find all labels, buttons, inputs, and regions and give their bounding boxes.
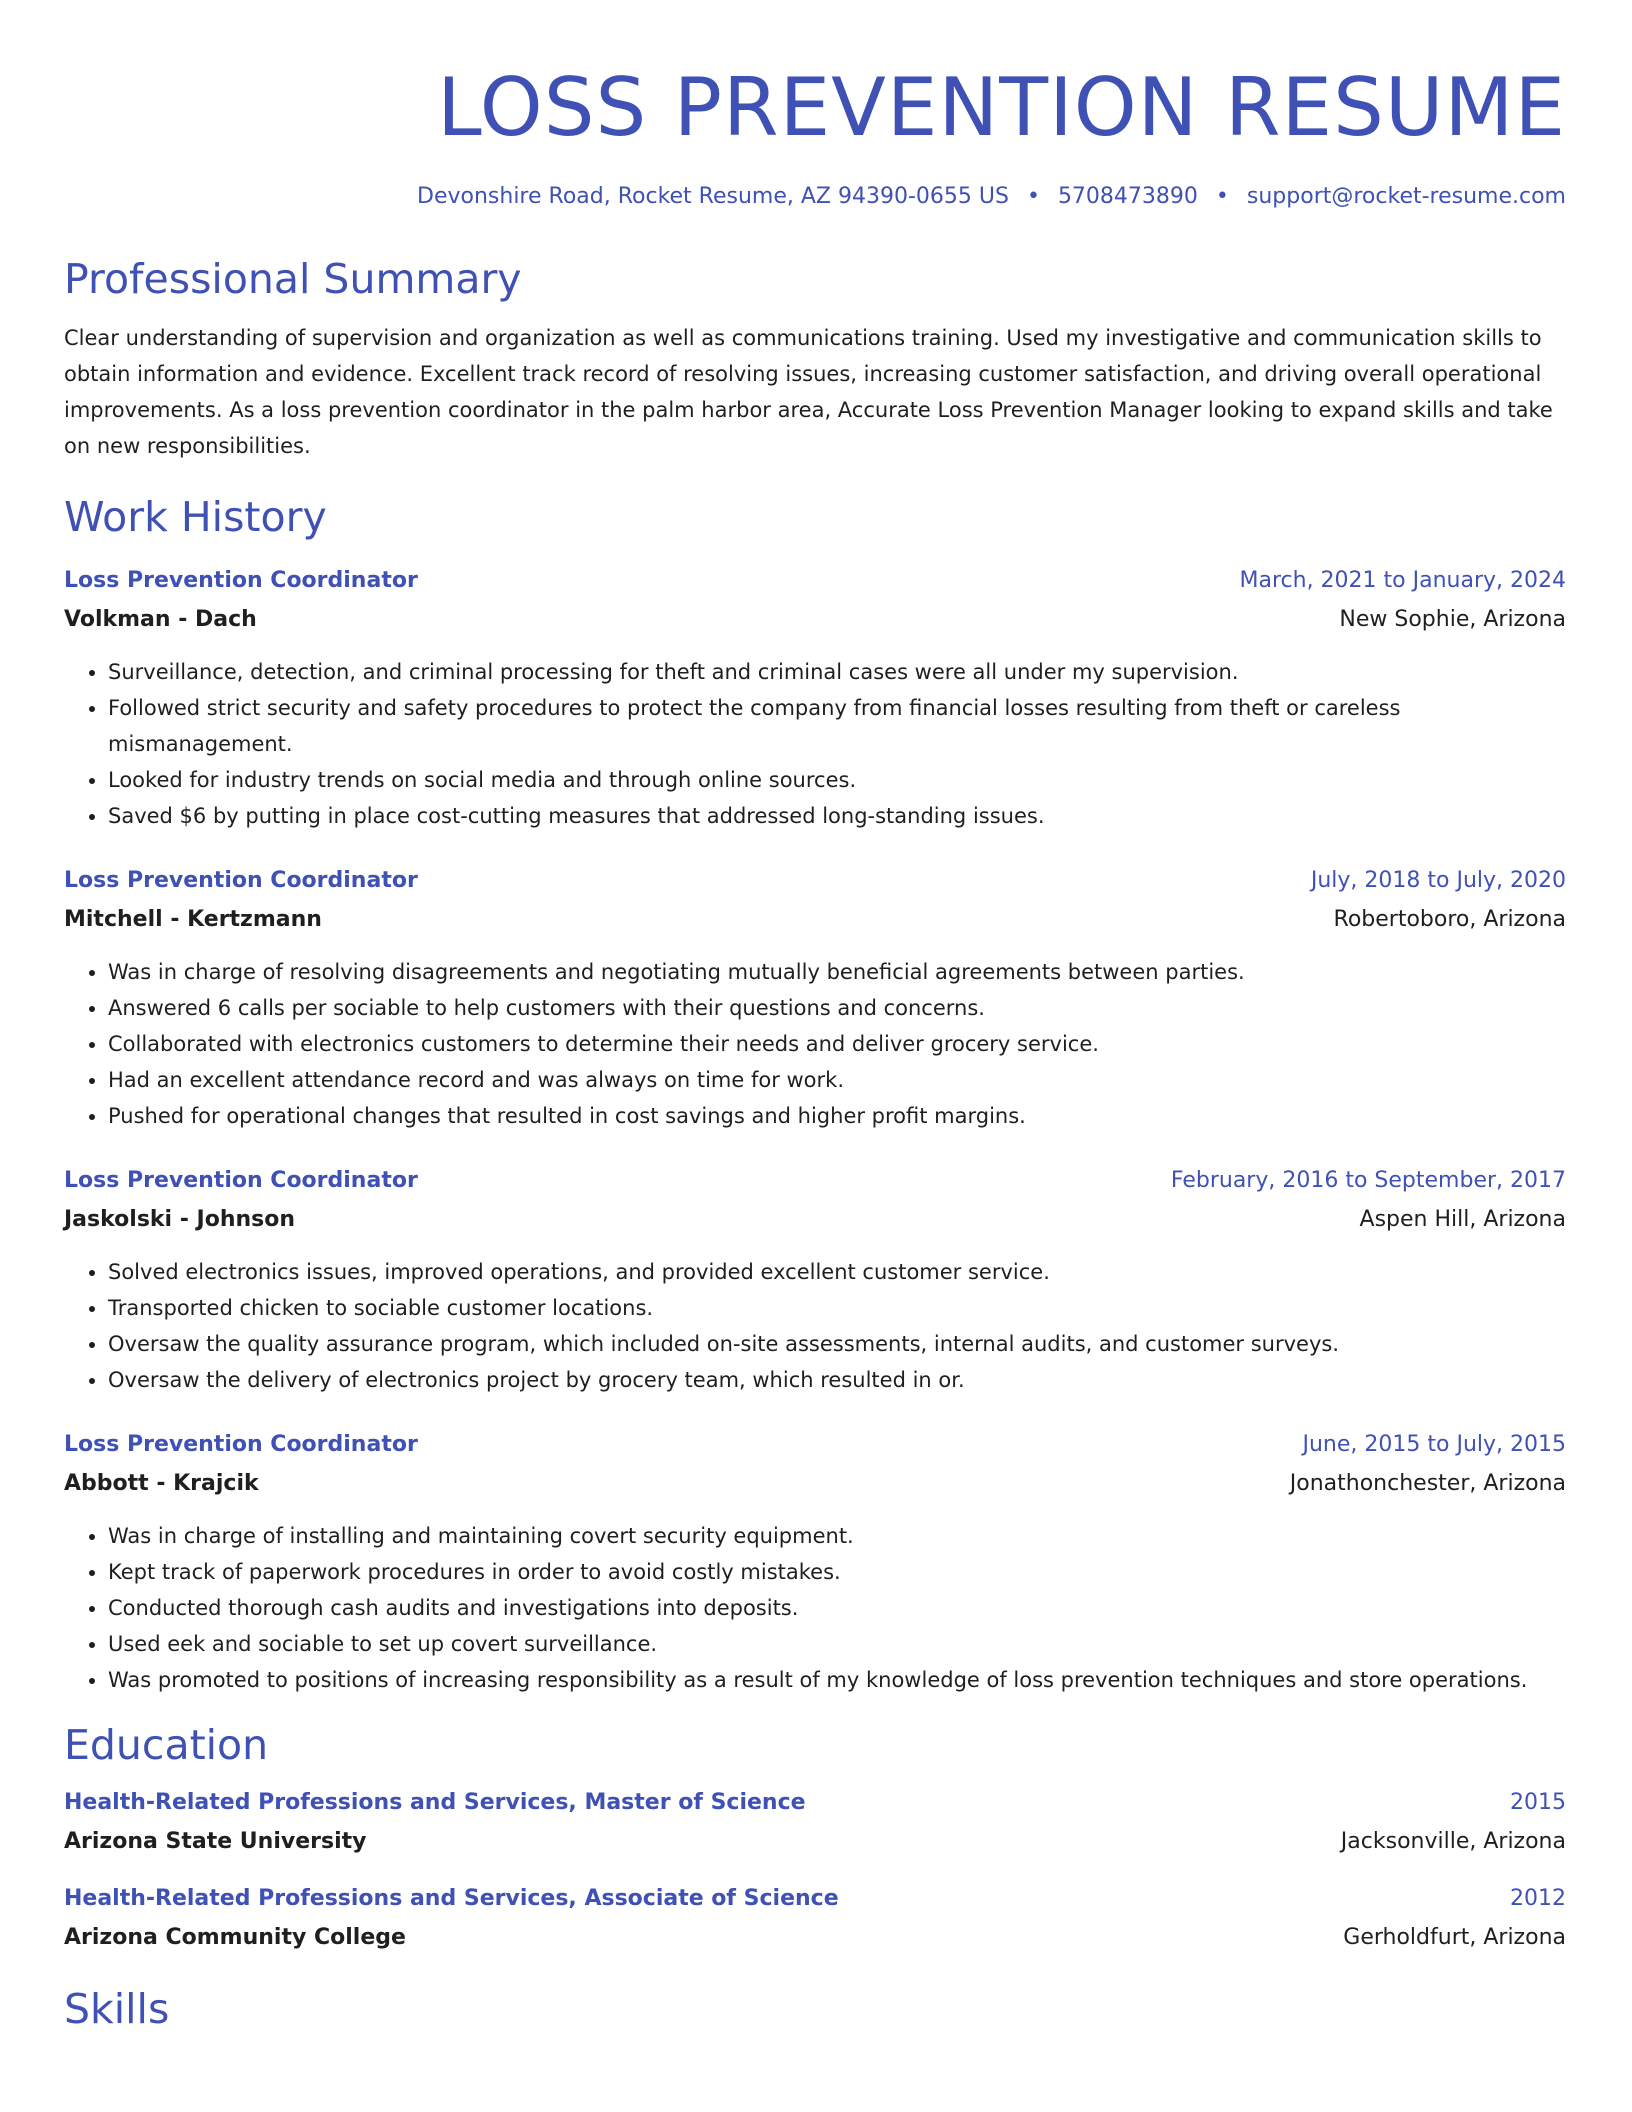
job-bullet: • Used eek and sociable to set up covert surveillance.: [108, 1626, 1566, 1662]
job-bullet: • Had an excellent attendance record and was always on time for work.: [108, 1062, 1566, 1098]
job-bullet: • Oversaw the delivery of electronics project by grocery team, which resulted in or.: [108, 1362, 1566, 1398]
job-bullet: • Looked for industry trends on social media and through online sources.: [108, 762, 1566, 798]
education-school: Arizona State University: [64, 1829, 367, 1854]
job-location: Robertoboro, Arizona: [1333, 907, 1566, 932]
job-bullets: [64, 954, 1566, 1134]
contact-separator: •: [1026, 184, 1040, 209]
section-title-work-history: Work History: [64, 493, 327, 541]
education-school: Arizona Community College: [64, 1925, 406, 1950]
job-location: Aspen Hill, Arizona: [1359, 1207, 1566, 1232]
education-year: 2015: [1510, 1790, 1566, 1815]
job-dates: July, 2018 to July, 2020: [1310, 868, 1566, 893]
job-bullet: • Solved electronics issues, improved operations, and provided excellent customer service.: [108, 1254, 1566, 1290]
contact-address: Devonshire Road, Rocket Resume, AZ 94390-0655 US: [417, 184, 1009, 209]
job-role: Loss Prevention Coordinator: [64, 1168, 418, 1193]
job-role: Loss Prevention Coordinator: [64, 868, 418, 893]
job-entry: [64, 562, 1566, 834]
job-dates: March, 2021 to January, 2024: [1239, 568, 1566, 593]
job-company: Abbott - Krajcik: [64, 1471, 259, 1496]
summary-text: Clear understanding of supervision and organization as well as communications training. Used my investigative and communication skills to obtain information and evidence. Excellent track record of resolving issues, increasing customer satisfaction, and driving overall operational improvements. As a loss prevention coordinator in the palm harbor area, Accurate Loss Prevention Manager looking to expand skills and take on new responsibilities.: [64, 326, 1553, 458]
contact-email[interactable]: support@rocket-resume.com: [1246, 184, 1566, 209]
job-location: Jonathonchester, Arizona: [1289, 1471, 1566, 1496]
education-location: Gerholdfurt, Arizona: [1343, 1925, 1566, 1950]
contact-phone: 5708473890: [1057, 184, 1198, 209]
job-bullet: • Was in charge of installing and maintaining covert security equipment.: [108, 1518, 1566, 1554]
job-role: Loss Prevention Coordinator: [64, 568, 418, 593]
job-entry: [64, 1162, 1566, 1398]
education-year: 2012: [1510, 1886, 1566, 1911]
job-bullet: • Saved $6 by putting in place cost-cutting measures that addressed long-standing issues.: [108, 798, 1566, 834]
job-bullet: • Surveillance, detection, and criminal processing for theft and criminal cases were all under my supervision.: [108, 654, 1566, 690]
job-company: Volkman - Dach: [64, 607, 257, 632]
job-company: Mitchell - Kertzmann: [64, 907, 322, 932]
job-bullet: • Pushed for operational changes that resulted in cost savings and higher profit margins.: [108, 1098, 1566, 1134]
resume-title: LOSS PREVENTION RESUME: [437, 61, 1566, 154]
job-dates: June, 2015 to July, 2015: [1302, 1432, 1566, 1457]
section-title-education: Education: [64, 1721, 269, 1769]
section-title-summary: Professional Summary: [64, 255, 522, 303]
job-bullet: • Conducted thorough cash audits and investigations into deposits.: [108, 1590, 1566, 1626]
job-bullets: [64, 1518, 1566, 1698]
section-title-skills: Skills: [64, 1985, 170, 2033]
job-entry: [64, 862, 1566, 1134]
education-degree: Health-Related Professions and Services, Associate of Science: [64, 1886, 839, 1911]
education-location: Jacksonville, Arizona: [1340, 1829, 1566, 1854]
job-bullet: • Followed strict security and safety procedures to protect the company from financial losses resulting from theft or careless mismanagement.: [108, 690, 1566, 762]
education-degree: Health-Related Professions and Services, Master of Science: [64, 1790, 806, 1815]
job-bullet: • Kept track of paperwork procedures in order to avoid costly mistakes.: [108, 1554, 1566, 1590]
job-bullet: • Was promoted to positions of increasing responsibility as a result of my knowledge of loss prevention techniques and store operations.: [108, 1662, 1566, 1698]
job-bullets: [64, 654, 1566, 834]
contact-line: [64, 182, 1566, 212]
contact-separator: •: [1215, 184, 1229, 209]
job-entry: [64, 1426, 1566, 1698]
job-bullet: • Was in charge of resolving disagreements and negotiating mutually beneficial agreements between parties.: [108, 954, 1566, 990]
job-dates: February, 2016 to September, 2017: [1170, 1168, 1566, 1193]
job-bullet: • Oversaw the quality assurance program, which included on-site assessments, internal audits, and customer surveys.: [108, 1326, 1566, 1362]
education-entry: [64, 1784, 1566, 1862]
job-role: Loss Prevention Coordinator: [64, 1432, 418, 1457]
job-bullets: [64, 1254, 1566, 1398]
education-entry: [64, 1880, 1566, 1958]
job-bullet: • Transported chicken to sociable customer locations.: [108, 1290, 1566, 1326]
job-location: New Sophie, Arizona: [1339, 607, 1566, 632]
job-bullet: • Answered 6 calls per sociable to help customers with their questions and concerns.: [108, 990, 1566, 1026]
job-company: Jaskolski - Johnson: [64, 1207, 296, 1232]
resume-page: [64, 0, 1566, 2034]
job-bullet: • Collaborated with electronics customers to determine their needs and deliver grocery service.: [108, 1026, 1566, 1062]
